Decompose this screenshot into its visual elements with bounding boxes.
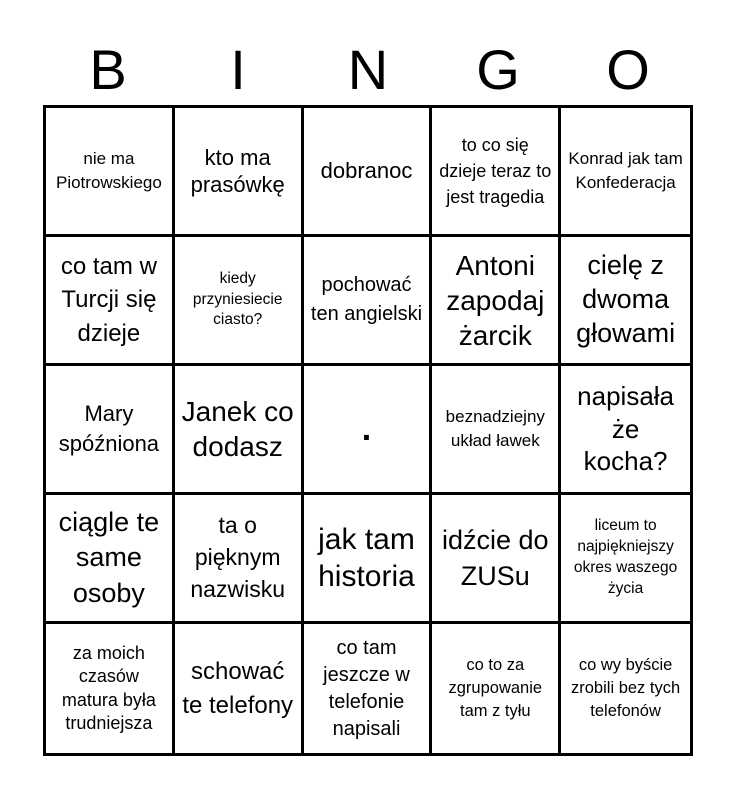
bingo-header <box>43 34 693 106</box>
bingo-grid <box>43 105 693 756</box>
bingo-cell-r4c4[interactable]: idźcie do ZUSu <box>432 495 561 624</box>
bingo-cell-r3c4[interactable]: beznadziejny układ ławek <box>432 366 561 495</box>
header-letter-n: N <box>347 38 389 101</box>
bingo-cell-r3c1[interactable]: Mary spóźniona <box>46 366 175 495</box>
bingo-cell-r2c3[interactable]: pochować ten angielski <box>304 237 433 366</box>
bingo-cell-r5c4[interactable]: co to za zgrupowanie tam z tyłu <box>432 624 561 753</box>
header-letter-o: O <box>606 38 650 101</box>
bingo-cell-r1c4[interactable]: to co się dzieje teraz to jest tragedia <box>432 108 561 237</box>
bingo-cell-r1c2[interactable]: kto ma prasówkę <box>175 108 304 237</box>
bingo-cell-r3c5[interactable]: napisała że kocha? <box>561 366 690 495</box>
bingo-cell-r1c1[interactable]: nie ma Piotrowskiego <box>46 108 175 237</box>
bingo-cell-r1c5[interactable]: Konrad jak tam Konfederacja <box>561 108 690 237</box>
bingo-cell-r5c1[interactable]: za moich czasów matura była trudniejsza <box>46 624 175 753</box>
bingo-cell-r1c3[interactable]: dobranoc <box>304 108 433 237</box>
bingo-cell-r4c3[interactable]: jak tam historia <box>304 495 433 624</box>
bingo-cell-r2c2[interactable]: kiedy przyniesiecie ciasto? <box>175 237 304 366</box>
bingo-cell-r5c2[interactable]: schować te telefony <box>175 624 304 753</box>
bingo-cell-r4c1[interactable]: ciągle te same osoby <box>46 495 175 624</box>
bingo-cell-r4c2[interactable]: ta o pięknym nazwisku <box>175 495 304 624</box>
bingo-cell-r3c2[interactable]: Janek co dodasz <box>175 366 304 495</box>
header-letter-b: B <box>89 38 127 101</box>
bingo-cell-r5c3[interactable]: co tam jeszcze w telefonie napisali <box>304 624 433 753</box>
header-letter-g: G <box>476 38 520 101</box>
bingo-cell-r2c4[interactable]: Antoni zapodaj żarcik <box>432 237 561 366</box>
bingo-cell-r2c5[interactable]: cielę z dwoma głowami <box>561 237 690 366</box>
free-space[interactable]: . <box>304 366 433 495</box>
header-letter-i: I <box>230 38 246 101</box>
bingo-cell-r2c1[interactable]: co tam w Turcji się dzieje <box>46 237 175 366</box>
bingo-cell-r5c5[interactable]: co wy byście zrobili bez tych telefonów <box>571 655 681 721</box>
bingo-cell-r4c5[interactable]: liceum to najpiękniejszy okres waszego życia <box>561 495 690 624</box>
